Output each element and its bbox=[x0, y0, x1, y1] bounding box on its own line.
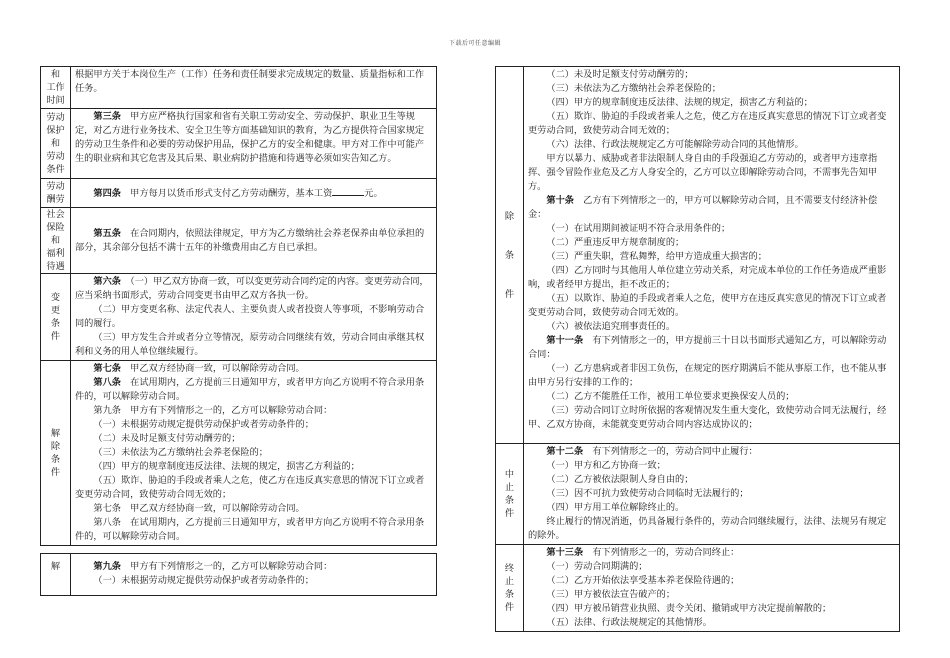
clause-text: 甲方每月以货币形式支付乙方劳动酬劳，基本工资 bbox=[130, 188, 333, 199]
clause-paragraph bbox=[75, 560, 432, 574]
clause-text: （三）未依法为乙方缴纳社会养老保险的； bbox=[93, 447, 268, 458]
left-bottom-table bbox=[40, 553, 437, 596]
clause-text: （三）未依法为乙方缴纳社会养老保险的； bbox=[546, 83, 721, 94]
clause-text: （一）甲乙双方协商一致，可以变更劳动合同约定的内容。变更劳动合同，应当采纳书面形式，劳动合同变更书由甲乙双方各执一份。 bbox=[75, 276, 429, 301]
clause-text: 乙方有下列情形之一的，甲方可以解除劳动合同，且不需要支付经济补偿金： bbox=[528, 195, 878, 220]
clause-paragraph bbox=[75, 362, 432, 376]
row-content bbox=[71, 67, 437, 109]
clause-text: （四）甲方被吊销营业执照、责令关闭、撤销或甲方决定提前解散的； bbox=[546, 603, 832, 614]
row-content bbox=[524, 545, 900, 632]
clause-text: （二）乙方不能胜任工作，被用工单位要求更换保安人员的； bbox=[546, 391, 795, 402]
clause-text: 甲方以暴力、威胁或者非法限制人身自由的手段强迫乙方劳动的，或者甲方违章指挥、强令冒险作业危及乙方人身安全的，乙方可以立即解除劳动合同，不需事先告知甲方。 bbox=[528, 153, 878, 192]
clause-paragraph bbox=[75, 227, 432, 255]
clause-text: （三）严重失职，营私舞弊，给甲方造成重大损害的； bbox=[546, 251, 767, 262]
clause-text: （二）甲方变更名称、法定代表人、主要负责人或者投资人等事项，不影响劳动合同的履行。 bbox=[75, 304, 425, 329]
row-content bbox=[524, 67, 900, 444]
clause-text: （四）甲方的规章制度违反法律、法规的规定，损害乙方利益的； bbox=[546, 97, 813, 108]
row-label: 终 止 条 件 bbox=[496, 545, 524, 632]
clause-number: 第五条 bbox=[93, 227, 121, 239]
clause-number: 第十二条 bbox=[546, 446, 584, 457]
clause-text: （四）乙方同时与其他用人单位建立劳动关系，对完成本单位的工作任务造成严重影响，或者经甲方提出，拒不改正的； bbox=[528, 265, 887, 290]
clause-text: 有下列情形之一的，甲方提前三十日以书面形式通知乙方，可以解除劳动合同： bbox=[528, 335, 887, 360]
clause-number: 第九条 bbox=[93, 561, 121, 572]
row-label: 社会 保险 和 福利 待遇 bbox=[41, 208, 71, 274]
row-label: 劳动 保护 和 劳动 条件 bbox=[41, 109, 71, 179]
clause-text: （五）欺诈、胁迫的手段或者乘人之危，使乙方在违反真实意思的情况下订立或者变更劳动合同，致使劳动合同无效的； bbox=[75, 475, 425, 500]
clause-text: 第七条 甲乙双方经协商一致，可以解除劳动合同。 bbox=[93, 503, 305, 514]
clause-text: 甲方有下列情形之一的，乙方可以解除劳动合同： bbox=[130, 561, 333, 572]
clause-text: 有下列情形之一的，劳动合同中止履行： bbox=[592, 446, 758, 457]
row-label: 解 除 条 件 bbox=[41, 361, 71, 546]
clause-text: （五）法律、行政法规规定的其他情形。 bbox=[546, 617, 712, 628]
clause-number: 第六条 bbox=[93, 276, 121, 287]
salary-blank-field[interactable] bbox=[332, 185, 364, 196]
clause-paragraph bbox=[75, 185, 432, 201]
clause-text: （二）乙方被依法限制人身自由的； bbox=[546, 474, 694, 485]
clause-number: 第三条 bbox=[93, 111, 121, 122]
clause-number: 第七条 bbox=[93, 363, 121, 374]
clause-text: （一）劳动合同期满的； bbox=[546, 561, 648, 572]
row-termination-continued bbox=[41, 554, 437, 596]
clause-text: 根据甲方关于本岗位生产（工作）任务和责任制要求完成规定的数量、质量指标和工作任务。 bbox=[75, 69, 425, 94]
clause-paragraph bbox=[528, 546, 895, 560]
clause-text: （二）未及时足额支付劳动酬劳的； bbox=[93, 433, 241, 444]
row-suspension-conditions bbox=[496, 444, 900, 545]
clause-paragraph bbox=[75, 275, 432, 303]
row-label: 中 止 条 件 bbox=[496, 444, 524, 545]
clause-text: 在合同期内，依照法律规定，甲方为乙方缴纳社会养老保养由单位承担的部分，其余部分包括不满十五年的补缴费用由乙方自已承担。 bbox=[75, 227, 425, 253]
row-label: 除 条 件 bbox=[496, 67, 524, 444]
row-termination-conditions bbox=[41, 361, 437, 546]
clause-paragraph bbox=[528, 334, 895, 362]
row-content bbox=[71, 361, 437, 546]
clause-text: （六）被依法追究刑事责任的。 bbox=[546, 321, 676, 332]
clause-text: （三）甲方发生合并或者分立等情况，原劳动合同继续有效，劳动合同由承继其权利和义务的用人单位继续履行。 bbox=[75, 332, 425, 357]
clause-text: （三）劳动合同订立时所依据的客观情况发生重大变化，致使劳动合同无法履行，经甲、乙双方协商，未能就变更劳动合同内容达成协议的； bbox=[528, 405, 887, 430]
row-content bbox=[71, 109, 437, 179]
clause-text: 甲方应严格执行国家和省有关职工劳动安全、劳动保护、职业卫生等规定，对乙方进行业务技术、安全卫生等方面基础知识的教育，为乙方提供符合国家规定的劳动卫生条件和必要的劳动保护用品，保护乙方的安全和健康。甲方对工作中可能产生的职业病和其它危害及其后果、职业病防护措施和待遇等必须如实告知乙方。 bbox=[75, 111, 425, 164]
row-content bbox=[71, 274, 437, 361]
clause-text: 有下列情形之一的，劳动合同终止： bbox=[592, 547, 740, 558]
clause-text: （二）未及时足额支付劳动酬劳的； bbox=[546, 69, 694, 80]
clause-number: 第十条 bbox=[546, 195, 574, 206]
row-termination-continued bbox=[496, 67, 900, 444]
clause-number: 第十一条 bbox=[546, 335, 584, 346]
row-content bbox=[71, 179, 437, 208]
page-header-note: 下载后可任意编辑 bbox=[448, 40, 501, 47]
row-content bbox=[71, 554, 437, 596]
row-label: 变 更 条 件 bbox=[41, 274, 71, 361]
clause-text: （一）甲方和乙方协商一致； bbox=[546, 460, 666, 471]
clause-text: （一）在试用期间被证明不符合录用条件的； bbox=[546, 223, 731, 234]
row-labor-protection bbox=[41, 109, 437, 179]
clause-tail: 元。 bbox=[364, 188, 383, 199]
clause-text: 终止履行的情况消逝，仍具备履行条件的，劳动合同继续履行，法律、法规另有规定的除外。 bbox=[528, 516, 887, 541]
clause-number: 第四条 bbox=[93, 188, 121, 199]
row-content bbox=[71, 208, 437, 274]
clause-text: （四）甲方的规章制度违反法律、法规的规定，损害乙方利益的； bbox=[93, 461, 360, 472]
row-labor-pay bbox=[41, 179, 437, 208]
row-social-insurance bbox=[41, 208, 437, 274]
clause-text: （一）乙方患病或者非因工负伤，在规定的医疗期满后不能从事原工作，也不能从事由甲方另行安排的工作的； bbox=[528, 363, 887, 388]
clause-text: （一）未根据劳动规定提供劳动保护或者劳动条件的； bbox=[93, 419, 314, 430]
row-content bbox=[524, 444, 900, 545]
clause-text: 第八条 在试用期内，乙方提前三日通知甲方，或者甲方向乙方说明不符合录用条件的，可以解除劳动合同。 bbox=[75, 517, 425, 542]
clause-text: （一）未根据劳动规定提供劳动保护或者劳动条件的； bbox=[93, 575, 314, 586]
clause-text: （五）以欺诈、胁迫的手段或者乘人之危，使甲方在违反真实意见的情况下订立或者变更劳动合同，致使劳动合同无效的。 bbox=[528, 293, 887, 318]
clause-number: 第十三条 bbox=[546, 547, 584, 558]
left-contract-table bbox=[40, 66, 437, 546]
clause-text: 第九条 甲方有下列情形之一的，乙方可以解除劳动合同： bbox=[93, 405, 333, 416]
row-label: 和 工作 时间 bbox=[41, 67, 71, 109]
clause-paragraph bbox=[528, 194, 895, 222]
row-label: 劳动 酬劳 bbox=[41, 179, 71, 208]
clause-text: （五）欺诈、胁迫的手段或者乘人之危，使乙方在违反真实意思的情况下订立或者变更劳动合同，致使劳动合同无效的； bbox=[528, 111, 887, 136]
clause-paragraph bbox=[75, 110, 432, 166]
clause-text: （四）甲方用工单位解除终止的。 bbox=[546, 502, 685, 513]
clause-text: 在试用期内，乙方提前三日通知甲方，或者甲方向乙方说明不符合录用条件的，可以解除劳动合同。 bbox=[75, 377, 425, 402]
clause-text: （二）乙方开始依法享受基本养老保险待遇的； bbox=[546, 575, 740, 586]
clause-paragraph bbox=[528, 445, 895, 459]
clause-text: 甲乙双方经协商一致，可以解除劳动合同。 bbox=[130, 363, 305, 374]
row-end-conditions bbox=[496, 545, 900, 632]
row-label: 解 bbox=[41, 554, 71, 596]
clause-text: （六）法律、行政法规规定乙方可能解除劳动合同的其他情形。 bbox=[546, 139, 804, 150]
clause-text: （三）因不可抗力致使劳动合同临时无法履行的； bbox=[546, 488, 749, 499]
clause-text: （二）严重违反甲方规章制度的； bbox=[546, 237, 685, 248]
clause-number: 第八条 bbox=[93, 377, 121, 388]
clause-paragraph bbox=[75, 376, 432, 404]
row-work-time bbox=[41, 67, 437, 109]
row-change-conditions bbox=[41, 274, 437, 361]
right-contract-table bbox=[495, 66, 900, 632]
clause-text: （三）甲方被依法宣告破产的； bbox=[546, 589, 676, 600]
